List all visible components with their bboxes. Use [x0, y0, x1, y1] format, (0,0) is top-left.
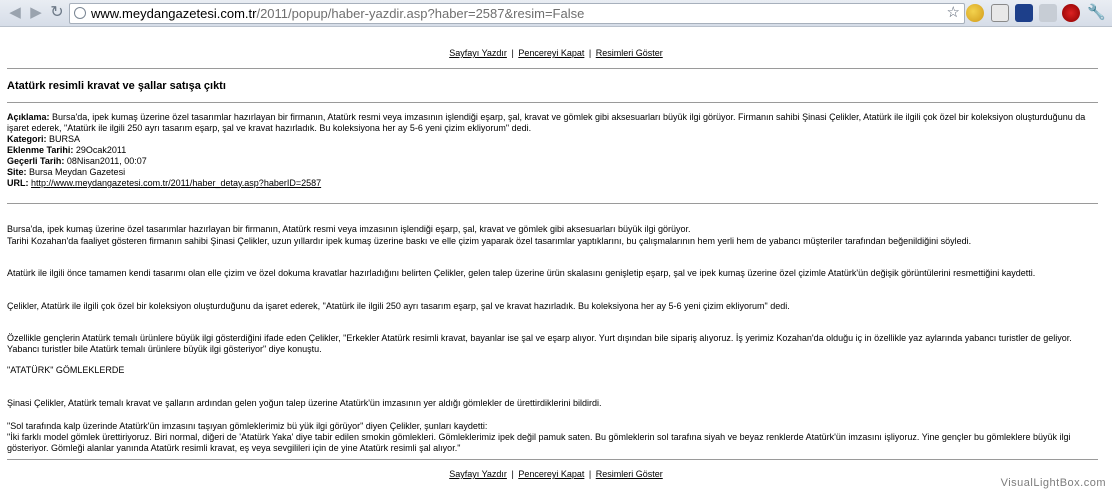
paragraph: Bursa'da, ipek kumaş üzerine özel tasarımlar hazırlayan bir firmanın, Atatürk resmi veya imzasının işlendiği eşarp, şal, kravat ve gömlek gibi aksesuarları büyük ilgi görüyor. [7, 224, 691, 234]
print-page-link[interactable]: Sayfayı Yazdır [449, 48, 507, 58]
weather-extension-icon[interactable] [966, 4, 984, 22]
watermark-credit: VisualLightBox.com [1000, 477, 1106, 489]
blue-extension-icon[interactable] [1015, 4, 1033, 22]
article-title: Atatürk resimli kravat ve şallar satışa çıktı [7, 80, 226, 92]
divider [7, 459, 1098, 460]
wrench-menu-icon[interactable]: 🔧 [1087, 4, 1106, 21]
meta-valid-label: Geçerli Tarih: [7, 156, 65, 166]
back-arrow-icon[interactable]: ◀ [9, 4, 21, 21]
url-host: www.meydangazetesi.com.tr [91, 6, 257, 21]
paragraph: Özellikle gençlerin Atatürk temalı ürünlere büyük ilgi gösterdiğini ifade eden Çelikler, "Erkekler Atatürk resimli kravat, bayanlar ise şal ve eşarp alıyor. Yurt dışından bile sipariş alıyoruz. İş yerimiz Kozahan'da olduğu iç in özellikle yaz aylarında yabancı turistler de geliyor. Yabancı turistler bile Atatürk temalı ürünlere büyük ilgi gösteriyor" diye konuştu. [7, 333, 1072, 354]
link-separator: | [588, 469, 592, 479]
paragraph: "İki farklı model gömlek ürettiriyoruz. Biri normal, diğeri de 'Atatürk Yaka' diye tabir edilen smokin gömlekleri. Gömleklerimiz ipek değil pamuk saten. Bu gömleklerin sol tarafına siyah ve beyaz renklerde Atatürk'ün imzasını işliyoruz. Yine gençler bu gömleklere büyük ilgi gösteriyor. Gömleği alanlar yanında Atatürk resimli kravat, eş veya sevgilileri için de yine Atatürk resimli şal alıyor." [7, 432, 1071, 453]
show-images-link[interactable]: Resimleri Göster [595, 48, 663, 58]
section-heading: "ATATÜRK" GÖMLEKLERDE [7, 365, 125, 375]
browser-toolbar [0, 0, 1112, 27]
notes-extension-icon[interactable] [991, 4, 1009, 22]
meta-description-label: Açıklama: [7, 112, 50, 122]
meta-category-label: Kategori: [7, 134, 47, 144]
bookmark-star-icon[interactable]: ☆ [946, 4, 960, 21]
meta-site-label: Site: [7, 167, 27, 177]
meta-valid-value: 08Nisan2011, 00:07 [64, 156, 147, 166]
close-window-link[interactable]: Pencereyi Kapat [518, 469, 585, 479]
address-url[interactable] [91, 6, 584, 21]
bottom-action-links [0, 469, 1112, 480]
meta-added-value: 29Ocak2011 [73, 145, 127, 155]
print-page-link[interactable]: Sayfayı Yazdır [449, 469, 507, 479]
meta-url-label: URL: [7, 178, 29, 188]
article-url-link[interactable]: http://www.meydangazetesi.com.tr/2011/haber_detay.asp?haberID=2587 [31, 178, 322, 188]
meta-site-value: Bursa Meydan Gazetesi [26, 167, 126, 177]
meta-category [7, 134, 1097, 145]
meta-added [7, 145, 1097, 156]
paragraph: Şinasi Çelikler, Atatürk temalı kravat ve şalların ardından gelen yoğun talep üzerine Atatürk'ün imzasının yer aldığı gömlekler de ürettirdiklerini bildirdi. [7, 398, 602, 408]
forward-arrow-icon[interactable]: ▶ [30, 4, 42, 21]
meta-description [7, 112, 1097, 134]
paragraph: Tarihi Kozahan'da faaliyet gösteren firmanın sahibi Şinasi Çelikler, uzun yıllardır ipek kumaş üzerine baskı ve elle çizim yaparak özel tasarımlar yaptıklarını, bu çalışmalarının hem yerli hem de yabancı müşteriler tarafından beğenildiğini söyledi. [7, 236, 972, 246]
meta-site [7, 167, 1097, 178]
meta-category-value: BURSA [46, 134, 81, 144]
address-bar[interactable] [69, 3, 965, 24]
show-images-link[interactable]: Resimleri Göster [595, 469, 663, 479]
meta-added-label: Eklenme Tarihi: [7, 145, 74, 155]
link-separator: | [588, 48, 592, 58]
divider [7, 68, 1098, 69]
reload-icon[interactable]: ↻ [50, 4, 64, 21]
red-extension-icon[interactable] [1062, 4, 1080, 22]
gray-extension-icon[interactable] [1039, 4, 1057, 22]
paragraph: Çelikler, Atatürk ile ilgili çok özel bir koleksiyon oluşturduğunu da işaret ederek, "Atatürk ile ilgili 250 ayrı tasarım eşarp, şal ve kravat hazırladık. Bu koleksiyona her ay 5-6 yeni çizim ekliyorum" dedi. [7, 301, 790, 311]
meta-description-value: Bursa'da, ipek kumaş üzerine özel tasarımlar hazırlayan bir firmanın, Atatürk resmi veya imzasının işlendiği eşarp, şal, kravat ve gömlek gibi aksesuarları büyük ilgi görüyor. Firmanın sahibi Şinasi Çelikler, Atatürk ile ilgili çok özel bir koleksiyon oluşturduğunu da işaret ederek, "Atatürk ile ilgili 250 ayrı tasarım eşarp, şal ve kravat hazırladık. Bu koleksiyona her ay 5-6 yeni çizim ekliyorum" dedi. [7, 112, 1086, 133]
page-globe-icon [74, 7, 86, 19]
paragraph: "Sol tarafında kalp üzerinde Atatürk'ün imzasını taşıyan gömleklerimiz bü yük ilgi görüyor" diyen Çelikler, şunları kaydetti: [7, 421, 488, 431]
top-action-links [0, 48, 1112, 59]
link-separator: | [511, 48, 514, 58]
paragraph: Atatürk ile ilgili önce tamamen kendi tasarımı olan elle çizim ve özel dokuma kravatlar hazırladığını belirten Çelikler, gelen talep üzerine ürün skalasını genişletip eşarp, şal ve ipek kumaş üzerine özel çizimle Atatürk'ün değişik görüntülerini resmettiğini kaydetti. [7, 268, 1036, 278]
divider [7, 102, 1098, 103]
divider [7, 203, 1098, 204]
meta-url [7, 178, 1097, 189]
article-meta [7, 112, 1097, 189]
link-separator: | [511, 469, 514, 479]
url-path: /2011/popup/haber-yazdir.asp?haber=2587&resim=False [256, 6, 585, 21]
close-window-link[interactable]: Pencereyi Kapat [518, 48, 585, 58]
meta-valid [7, 156, 1097, 167]
